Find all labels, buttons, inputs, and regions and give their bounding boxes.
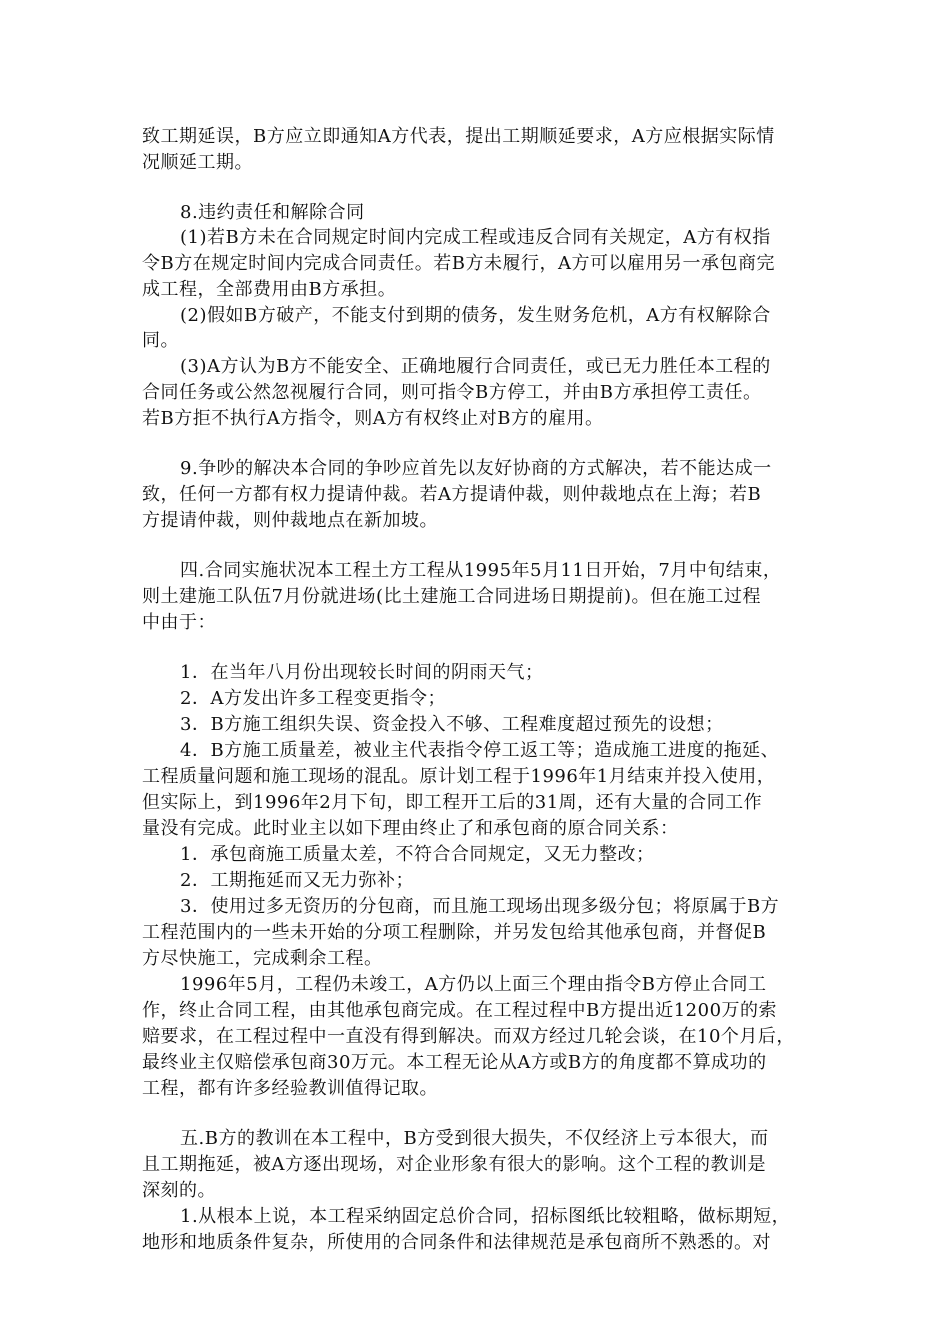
text-line: 令B方在规定时间内完成合同责任。若B方未履行，A方可以雇用另一承包商完 xyxy=(142,253,775,274)
text-line: 最终业主仅赔偿承包商30万元。本工程无论从A方或B方的角度都不算成功的 xyxy=(142,1052,767,1073)
section-heading: 四.合同实施状况本工程土方工程从1995年5月11日开始，7月中旬结束， xyxy=(180,560,782,581)
text-line: 工程质量问题和施工现场的混乱。原计划工程于1996年1月结束并投入使用， xyxy=(142,766,776,787)
list-item: 3．B方施工组织失误、资金投入不够、工程难度超过预先的设想； xyxy=(180,714,724,735)
text-line: 深刻的。 xyxy=(142,1180,216,1201)
list-item: 1．在当年八月份出现较长时间的阴雨天气； xyxy=(180,662,544,683)
text-line: 作，终止合同工程，由其他承包商完成。在工程过程中B方提出近1200万的索 xyxy=(142,1000,778,1021)
list-item: 3．使用过多无资历的分包商，而且施工现场出现多级分包；将原属于B方 xyxy=(180,896,780,917)
section-heading: 9.争吵的解决本合同的争吵应首先以友好协商的方式解决，若不能达成一 xyxy=(180,458,772,479)
text-line: 成工程，全部费用由B方承担。 xyxy=(142,279,397,300)
list-item: 2．工期拖延而又无力弥补； xyxy=(180,870,414,891)
text-line: 则土建施工队伍7月份就进场(比土建施工合同进场日期提前)。但在施工过程 xyxy=(142,586,761,607)
text-line: 1.从根本上说，本工程采纳固定总价合同，招标图纸比较粗略，做标期短， xyxy=(180,1206,791,1227)
text-line: 致工期延误，B方应立即通知A方代表，提出工期顺延要求，A方应根据实际情 xyxy=(142,126,775,147)
text-line: 1996年5月，工程仍未竣工，A方仍以上面三个理由指令B方停止合同工 xyxy=(180,974,767,995)
text-line: 若B方拒不执行A方指令，则A方有权终止对B方的雇用。 xyxy=(142,408,604,429)
section-heading: 五.B方的教训在本工程中，B方受到很大损失，不仅经济上亏本很大，而 xyxy=(180,1128,769,1149)
text-line: 况顺延工期。 xyxy=(142,152,253,173)
text-line: (1)若B方未在合同规定时间内完成工程或违反合同有关规定，A方有权指 xyxy=(180,227,771,248)
list-item: 1．承包商施工质量太差，不符合合同规定，又无力整改； xyxy=(180,844,655,865)
text-line: 方尽快施工，完成剩余工程。 xyxy=(142,948,383,969)
list-item: 2．A方发出许多工程变更指令； xyxy=(180,688,446,709)
text-line: 同。 xyxy=(142,330,179,351)
text-line: 合同任务或公然忽视履行合同，则可指令B方停工，并由B方承担停工责任。 xyxy=(142,382,762,403)
text-line: (2)假如B方破产，不能支付到期的债务，发生财务危机，A方有权解除合 xyxy=(180,305,771,326)
text-line: 但实际上，到1996年2月下旬，即工程开工后的31周，还有大量的合同工作 xyxy=(142,792,763,813)
text-line: 工程范围内的一些未开始的分项工程删除，并另发包给其他承包商，并督促B xyxy=(142,922,767,943)
text-line: (3)A方认为B方不能安全、正确地履行合同责任，或已无力胜任本工程的 xyxy=(180,356,771,377)
text-line: 地形和地质条件复杂，所使用的合同条件和法律规范是承包商所不熟悉的。对 xyxy=(142,1232,771,1253)
text-line: 量没有完成。此时业主以如下理由终止了和承包商的原合同关系： xyxy=(142,818,679,839)
text-line: 且工期拖延，被A方逐出现场，对企业形象有很大的影响。这个工程的教训是 xyxy=(142,1154,766,1175)
text-line: 工程，都有许多经验教训值得记取。 xyxy=(142,1078,438,1099)
list-item: 4．B方施工质量差，被业主代表指令停工返工等；造成施工进度的拖延、 xyxy=(180,740,780,761)
text-line: 赔要求，在工程过程中一直没有得到解决。而双方经过几轮会谈，在10个月后， xyxy=(142,1026,795,1047)
text-line: 方提请仲裁，则仲裁地点在新加坡。 xyxy=(142,510,438,531)
section-heading: 8.违约责任和解除合同 xyxy=(180,202,365,223)
text-line: 中由于： xyxy=(142,612,216,633)
text-line: 致，任何一方都有权力提请仲裁。若A方提请仲裁，则仲裁地点在上海；若B xyxy=(142,484,762,505)
